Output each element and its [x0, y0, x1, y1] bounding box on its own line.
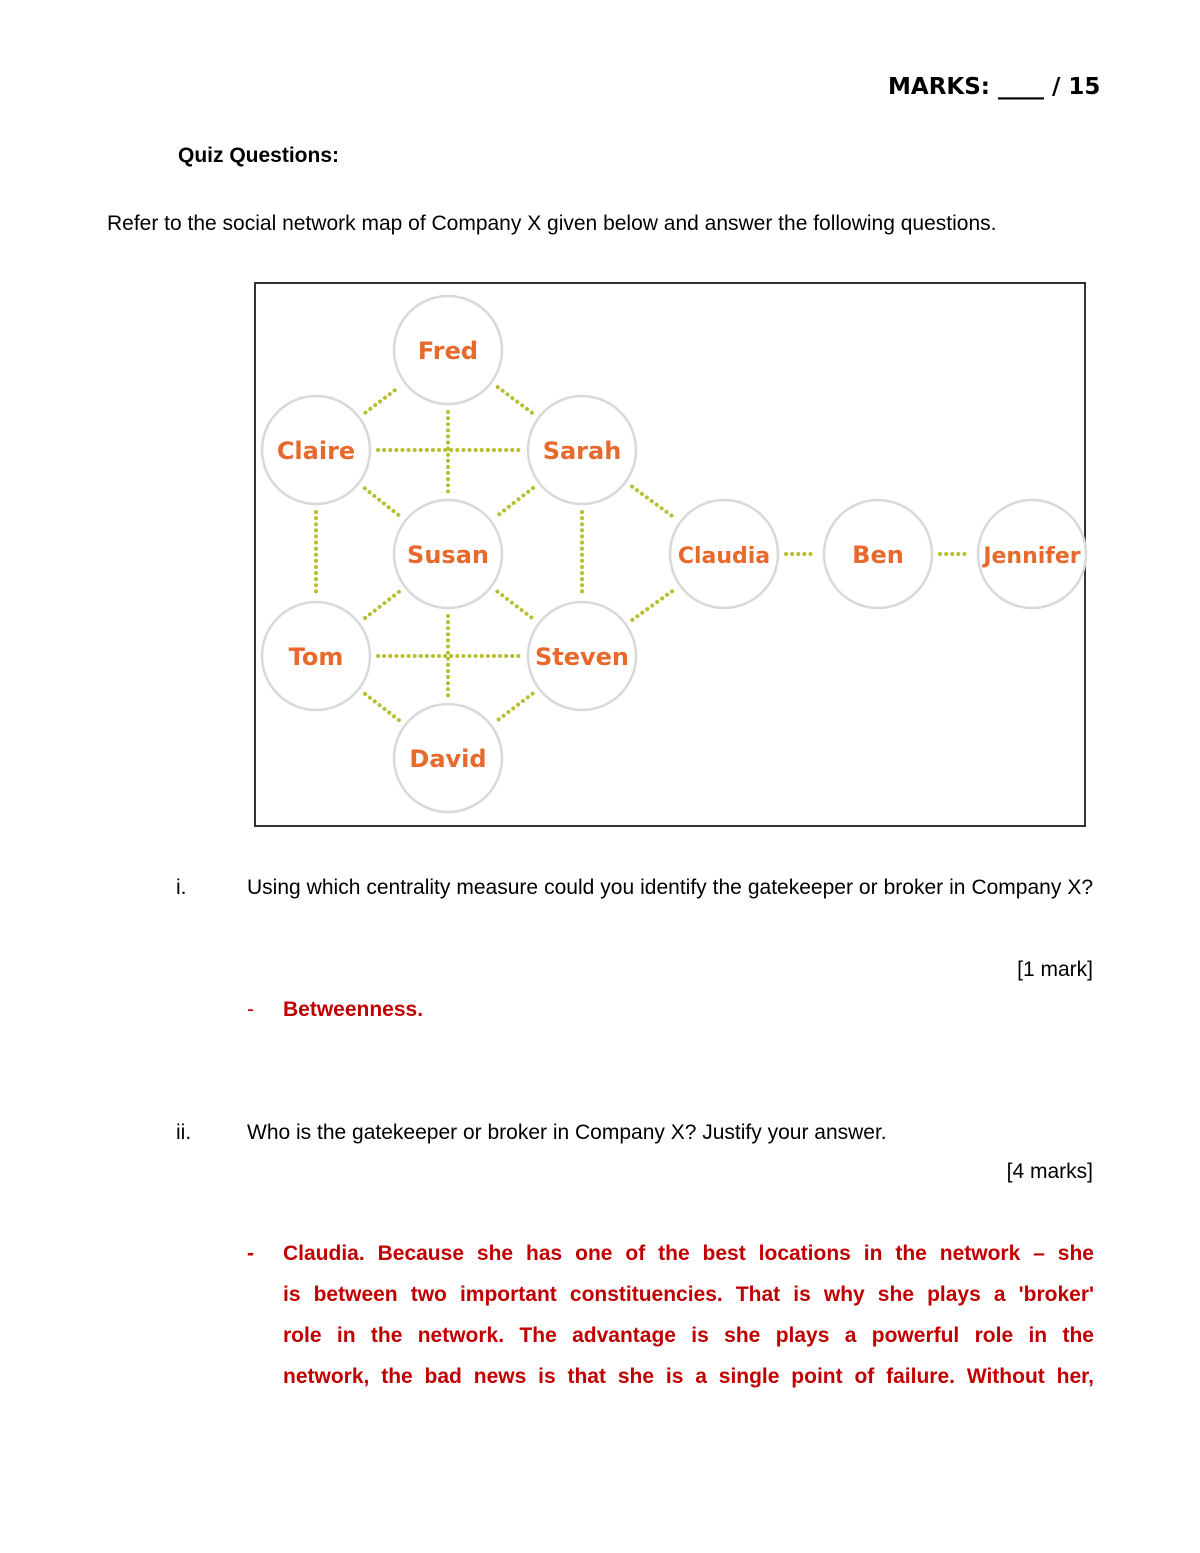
node-label: Fred: [417, 337, 479, 365]
question-1-number: i.: [176, 876, 187, 899]
node-fred: [394, 296, 502, 404]
answer-2-line: role in the network. The advantage is she plays a powerful role in the: [283, 1324, 1094, 1347]
edge-steven-claudia: [632, 590, 673, 620]
node-label: Steven: [534, 643, 630, 671]
social-network-map: [254, 282, 1086, 827]
node-susan: [394, 500, 502, 608]
question-2-number: ii.: [176, 1121, 192, 1144]
node-jennifer: [978, 500, 1086, 608]
answer-2-line: Claudia. Because she has one of the best locations in the network – she: [283, 1242, 1094, 1265]
edge-fred-sarah: [498, 387, 533, 413]
node-label: Sarah: [542, 437, 622, 465]
answer-1-text: Betweenness.: [283, 998, 424, 1021]
node-tom: [262, 602, 370, 710]
node-label: Claudia: [677, 544, 771, 569]
node-ben: [824, 500, 932, 608]
edge-sarah-susan: [497, 488, 533, 516]
quiz-title: Quiz Questions:: [178, 144, 340, 167]
question-2-text: Who is the gatekeeper or broker in Company X? Justify your answer.: [247, 1121, 887, 1144]
node-claudia: [670, 500, 778, 608]
answer-2-line: network, the bad news is that she is a single point of failure. Without her,: [283, 1365, 1094, 1388]
node-label: Susan: [407, 541, 489, 569]
question-1-marks: [1 mark]: [1017, 958, 1093, 981]
node-label: David: [409, 745, 487, 773]
edge-claire-susan: [365, 488, 400, 515]
quiz-intro: Refer to the social network map of Company X given below and answer the following questions.: [107, 212, 997, 235]
node-sarah: [528, 396, 636, 504]
answer-2-text: [283, 1233, 1094, 1397]
node-label: Ben: [852, 541, 904, 569]
edge-claire-fred: [365, 387, 398, 412]
edge-susan-tom: [365, 592, 399, 618]
network-diagram: [256, 284, 1088, 829]
question-1-text-line-1: [247, 867, 1093, 909]
answer-2-line: is between two important constituencies. That is why she plays a 'broker': [283, 1283, 1094, 1306]
node-label: Jennifer: [983, 544, 1081, 569]
node-claire: [262, 396, 370, 504]
edge-tom-david: [365, 694, 399, 720]
answer-2-dash: -: [247, 1242, 254, 1265]
node-label: Tom: [288, 643, 344, 671]
node-steven: [528, 602, 636, 710]
marks-label: MARKS: ____ / 15: [888, 74, 1101, 100]
node-david: [394, 704, 502, 812]
question-1-text: Using which centrality measure could you identify the gatekeeper or broker in Company X?: [247, 876, 1093, 899]
node-label: Claire: [276, 437, 356, 465]
edge-susan-steven: [497, 592, 532, 619]
edge-steven-david: [497, 694, 532, 721]
question-2-marks: [4 marks]: [1006, 1160, 1093, 1183]
answer-1-dash: -: [247, 998, 254, 1021]
edge-sarah-claudia: [632, 487, 674, 518]
